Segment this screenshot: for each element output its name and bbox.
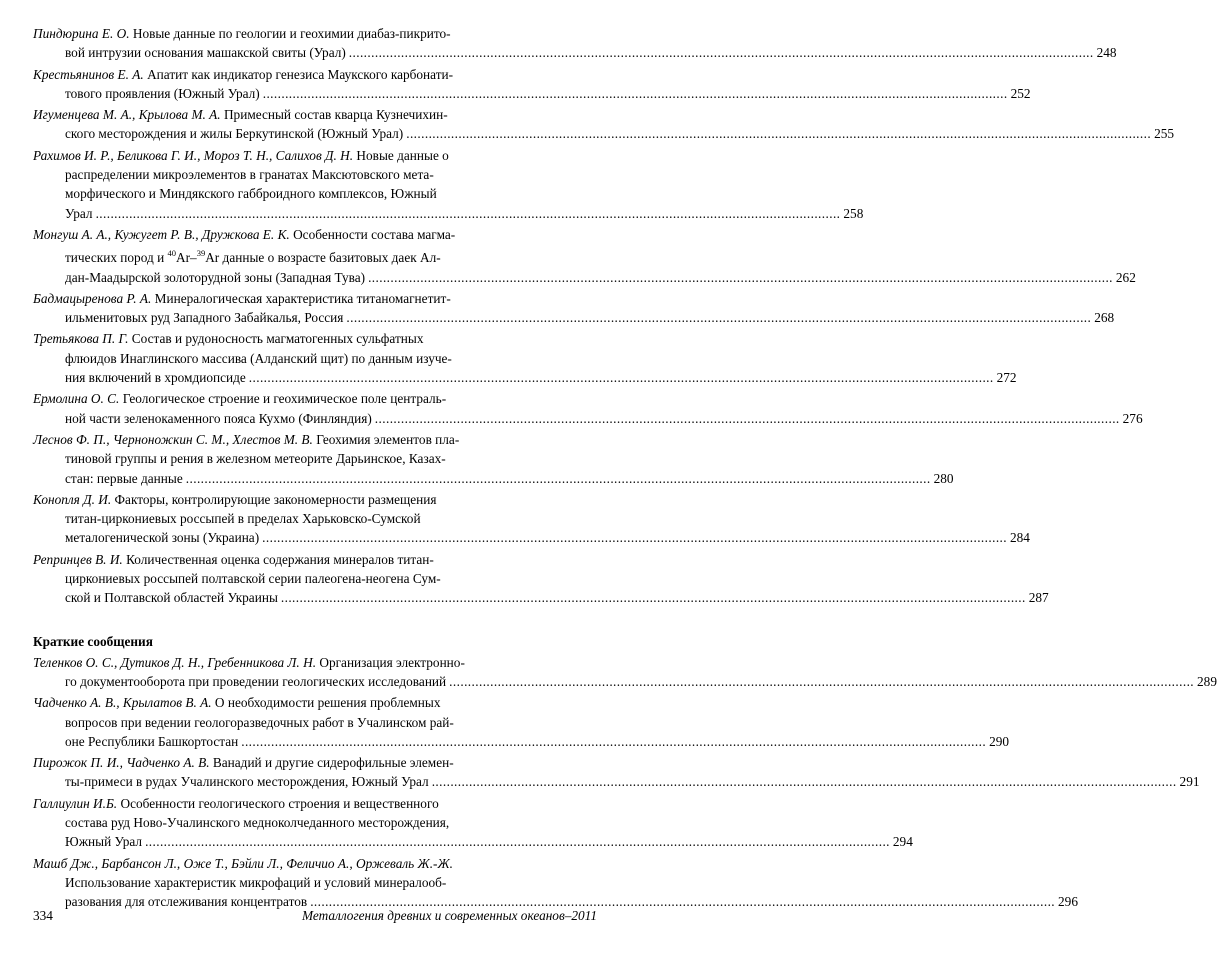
entry-title-text: Геохимия элементов пла- xyxy=(312,431,460,447)
entry-text xyxy=(33,146,449,165)
entry-title-text: го документооборота при проведении геологических исследований xyxy=(65,673,447,689)
toc-entry-line xyxy=(33,409,1143,428)
entry-text xyxy=(33,693,440,712)
entry-authors: Теленков О. С., Дутиков Д. Н., Гребенникова Л. Н. xyxy=(33,654,317,670)
entry-title-text: Новые данные о xyxy=(353,147,449,163)
toc-entry-line xyxy=(33,569,597,588)
entry-authors: Монгуш А. А., Кужугет Р. В., Дружкова Е. К. xyxy=(33,226,290,242)
entry-text xyxy=(33,24,451,43)
entry-authors: Машб Дж., Барбансон Л., Оже Т., Бэйли Л., Феличио А., Оржеваль Ж.-Ж. xyxy=(33,855,453,871)
entry-text xyxy=(65,569,441,588)
entry-text xyxy=(33,794,439,813)
page-ref: 248 xyxy=(1096,45,1117,61)
toc-entry-line xyxy=(33,430,597,449)
toc-entry xyxy=(33,65,1031,104)
entry-title-text: оне Республики Башкортостан xyxy=(65,733,239,749)
entry-authors: Репринцев В. И. xyxy=(33,551,123,567)
toc-entry xyxy=(33,854,1078,912)
toc-entry-line xyxy=(33,713,597,732)
toc-entry-line xyxy=(33,244,597,267)
entry-title-text: состава руд Ново-Учалинского медноколчеданного месторождения, xyxy=(65,814,450,830)
entry-text xyxy=(65,409,372,428)
toc-entry-line xyxy=(33,653,597,672)
entry-title-text: ты-примеси в рудах Учалинского месторождения, Южный Урал xyxy=(65,774,429,790)
entry-text xyxy=(65,124,403,143)
entry-title-text: Геологическое строение и геохимическое поле централь- xyxy=(119,391,447,407)
entry-text xyxy=(33,430,459,449)
entry-text xyxy=(33,854,453,873)
entry-text xyxy=(65,528,259,547)
dot-leader: ........................................................................................................................................................................................................ xyxy=(145,834,890,850)
entry-title-text: Апатит как индикатор генезиса Маукского карбонати- xyxy=(143,66,454,82)
toc-entry xyxy=(33,329,1017,387)
toc-entry-line xyxy=(33,368,1017,387)
entry-authors: Пирожок П. И., Чадченко А. В. xyxy=(33,755,210,771)
page-ref: 255 xyxy=(1154,126,1175,142)
entry-text xyxy=(65,449,446,468)
toc-entry-line xyxy=(33,813,597,832)
toc-entry-line xyxy=(33,753,597,772)
dot-leader: ........................................................................................................................................................................................................ xyxy=(374,410,1120,426)
toc-entry xyxy=(33,225,1136,287)
entry-text xyxy=(65,165,434,184)
toc-entry xyxy=(33,24,1117,63)
toc-entry-line xyxy=(33,389,597,408)
entry-title-text: Организация электронно- xyxy=(316,654,465,670)
entry-title-text: металогенической зоны (Украина) xyxy=(65,530,260,546)
toc-entry xyxy=(33,490,1030,548)
toc-entry xyxy=(33,289,1115,328)
entry-title-text: Примесный состав кварца Кузнечихин- xyxy=(220,107,448,123)
toc-entry-line xyxy=(33,105,597,124)
toc-entry-line xyxy=(33,832,913,851)
entry-title-text: Новые данные по геологии и геохимии диабаз-пикрито- xyxy=(129,26,451,41)
entry-text xyxy=(65,349,452,368)
table-of-contents xyxy=(33,24,1217,913)
dot-leader: ........................................................................................................................................................................................................ xyxy=(431,774,1177,790)
toc-entry-line xyxy=(33,469,954,488)
entry-text xyxy=(33,389,446,408)
entry-title-text: ильменитовых руд Западного Забайкалья, Россия xyxy=(65,310,344,326)
entry-title-text: тового проявления (Южный Урал) xyxy=(65,85,260,101)
dot-leader: ........................................................................................................................................................................................................ xyxy=(449,673,1195,689)
page-number: 334 xyxy=(33,908,53,923)
entry-authors: Ермолина О. С. xyxy=(33,391,120,407)
entry-text xyxy=(65,672,446,691)
entry-text xyxy=(65,873,446,892)
entry-title-text: Урал xyxy=(65,205,93,221)
toc-entry-line xyxy=(33,349,597,368)
dot-leader: ........................................................................................................................................................................................................ xyxy=(185,470,931,486)
toc-entry-line xyxy=(33,509,597,528)
dot-leader: ........................................................................................................................................................................................................ xyxy=(406,126,1152,142)
toc-entry xyxy=(33,105,1175,144)
page-ref: 294 xyxy=(892,834,913,850)
entry-text xyxy=(33,490,437,509)
entry-text xyxy=(65,244,441,267)
entry-text xyxy=(65,713,454,732)
page-footer xyxy=(33,908,597,924)
running-title: Металлогения древних и современных океанов–2011 xyxy=(302,908,597,923)
page-ref: 272 xyxy=(996,370,1017,386)
entry-text xyxy=(65,308,343,327)
toc-entry-line xyxy=(33,225,597,244)
toc-entry xyxy=(33,794,913,852)
entry-title-text: дан-Маадырской золоторудной зоны (Западная Тува) xyxy=(65,269,366,285)
entry-authors: Леснов Ф. П., Черноножкин С. М., Хлестов М. В. xyxy=(33,431,313,447)
toc-entry-line xyxy=(33,794,597,813)
entry-text xyxy=(65,588,278,607)
dot-leader: ........................................................................................................................................................................................................ xyxy=(95,205,841,221)
toc-entry-line xyxy=(33,490,597,509)
entry-title-text: вопросов при ведении геологоразведочных работ в Учалинском рай- xyxy=(65,714,454,730)
toc-entry xyxy=(33,430,954,488)
entry-authors: Галлиулин И.Б. xyxy=(33,795,118,811)
page-ref: 268 xyxy=(1094,310,1115,326)
entry-title-text: Минералогическая характеристика титаномагнетит- xyxy=(151,290,451,306)
entry-text xyxy=(65,84,260,103)
toc-entry-line xyxy=(33,165,597,184)
entry-title-text: титан-циркониевых россыпей в пределах Харьковско-Сумской xyxy=(65,511,421,527)
entry-title-text: ной части зеленокаменного пояса Кухмо (Финляндия) xyxy=(65,410,372,426)
entry-title-text: ния включений в хромдиопсиде xyxy=(65,370,246,386)
dot-leader: ........................................................................................................................................................................................................ xyxy=(262,85,1008,101)
entry-text xyxy=(33,329,423,348)
entry-authors: Чадченко А. В., Крылатов В. А. xyxy=(33,695,212,711)
toc-entry-line xyxy=(33,672,1217,691)
entry-title-text: разования для отслеживания концентратов xyxy=(65,894,308,910)
page-ref: 280 xyxy=(933,470,954,486)
entry-authors: Пиндюрина Е. О. xyxy=(33,26,130,41)
entry-title-text: Особенности геологического строения и вещественного xyxy=(117,795,439,811)
toc-entry-line xyxy=(33,449,597,468)
entry-text xyxy=(65,732,238,751)
entry-text xyxy=(33,105,448,124)
page-ref: 290 xyxy=(989,733,1010,749)
entry-title-text: распределении микроэлементов в гранатах Максютовского мета- xyxy=(65,167,434,183)
entry-text xyxy=(33,653,465,672)
entry-title-text: стан: первые данные xyxy=(65,470,183,486)
dot-leader: ........................................................................................................................................................................................................ xyxy=(280,590,1026,606)
entry-title-text: Состав и рудоносность магматогенных сульфатных xyxy=(128,331,424,347)
page-ref: 289 xyxy=(1197,673,1217,689)
toc-short-list xyxy=(33,653,1217,912)
entry-title-text: тиновой группы и рения в железном метеорите Дарьинское, Казах- xyxy=(65,451,446,467)
entry-text xyxy=(33,550,434,569)
isotope-superscript: 40 xyxy=(167,248,177,259)
entry-title-text: ского месторождения и жилы Беркутинской (Южный Урал) xyxy=(65,126,404,142)
entry-text xyxy=(65,368,246,387)
entry-text xyxy=(65,268,365,287)
entry-authors: Игуменцева М. А., Крылова М. А. xyxy=(33,107,221,123)
entry-text xyxy=(65,832,142,851)
toc-entry-line xyxy=(33,84,1031,103)
entry-title-text: Ar данные о возрасте базитовых даек Ал- xyxy=(205,250,441,266)
dot-leader: ........................................................................................................................................................................................................ xyxy=(310,894,1056,910)
toc-entry-line xyxy=(33,289,597,308)
entry-title-text: Количественная оценка содержания минералов титан- xyxy=(122,551,434,567)
entry-title-text: Использование характеристик микрофаций и условий минералооб- xyxy=(65,874,447,890)
entry-authors: Рахимов И. Р., Беликова Г. И., Мороз Т. Н., Салихов Д. Н. xyxy=(33,147,354,163)
page-ref: 284 xyxy=(1010,530,1030,546)
entry-title-text: флюидов Инаглинского массива (Алданский щит) по данным изуче- xyxy=(65,350,452,366)
page-ref: 276 xyxy=(1122,410,1143,426)
toc-entry-line xyxy=(33,772,1200,791)
toc-entry-line xyxy=(33,329,597,348)
dot-leader: ........................................................................................................................................................................................................ xyxy=(262,530,1007,546)
entry-text xyxy=(65,509,421,528)
entry-title-text: Ванадий и другие сидерофильные элемен- xyxy=(209,755,454,771)
entry-title-text: морфического и Миндякского габброидного комплексов, Южный xyxy=(65,186,437,202)
entry-title-text: вой интрузии основания машакской свиты (Урал) xyxy=(65,45,346,61)
entry-text xyxy=(33,289,451,308)
toc-entry-line xyxy=(33,588,1049,607)
entry-text xyxy=(65,813,449,832)
toc-entry-line xyxy=(33,268,1136,287)
entry-text xyxy=(65,204,93,223)
toc-entry-line xyxy=(33,873,597,892)
toc-entry-line xyxy=(33,528,1030,547)
entry-text xyxy=(65,469,183,488)
entry-title-text: Ar– xyxy=(176,250,197,266)
page-ref: 291 xyxy=(1179,774,1200,790)
toc-entry-line xyxy=(33,184,597,203)
toc-entry-line xyxy=(33,550,597,569)
toc-entry xyxy=(33,146,864,223)
entry-text xyxy=(65,184,437,203)
entry-text xyxy=(33,753,454,772)
toc-entry-line xyxy=(33,854,597,873)
page-ref: 296 xyxy=(1058,894,1078,910)
toc-entry-line xyxy=(33,43,1117,62)
toc-entry-line xyxy=(33,308,1115,327)
toc-entry-line xyxy=(33,24,597,43)
dot-leader: ........................................................................................................................................................................................................ xyxy=(248,370,994,386)
page-ref: 287 xyxy=(1028,590,1049,606)
isotope-superscript: 39 xyxy=(196,248,206,259)
entry-authors: Третьякова П. Г. xyxy=(33,331,129,347)
section-title: Краткие сообщения xyxy=(33,633,153,649)
entry-title-text: О необходимости решения проблемных xyxy=(211,695,441,711)
toc-entry-line xyxy=(33,124,1175,143)
dot-leader: ........................................................................................................................................................................................................ xyxy=(348,45,1094,61)
toc-entry xyxy=(33,753,1200,792)
toc-entry-line xyxy=(33,732,1010,751)
toc-main-list xyxy=(33,24,1175,608)
toc-entry xyxy=(33,389,1143,428)
toc-entry-line xyxy=(33,693,597,712)
entry-authors: Конопля Д. И. xyxy=(33,491,112,507)
entry-text xyxy=(65,43,346,62)
dot-leader: ........................................................................................................................................................................................................ xyxy=(241,733,987,749)
entry-title-text: ской и Полтавской областей Украины xyxy=(65,590,278,606)
entry-text xyxy=(65,772,429,791)
entry-text xyxy=(33,225,455,244)
toc-entry xyxy=(33,653,1217,692)
entry-text xyxy=(33,65,453,84)
toc-entry-line xyxy=(33,204,864,223)
toc-entry-line xyxy=(33,65,597,84)
entry-title-text: тических пород и xyxy=(65,250,168,266)
entry-title-text: циркониевых россыпей полтавской серии палеогена-неогена Сум- xyxy=(65,571,441,587)
entry-title-text: Факторы, контролирующие закономерности размещения xyxy=(111,491,437,507)
toc-entry xyxy=(33,550,1049,608)
page-ref: 258 xyxy=(843,205,864,221)
dot-leader: ........................................................................................................................................................................................................ xyxy=(368,269,1113,285)
toc-entry-line xyxy=(33,146,597,165)
entry-authors: Бадмацыренова Р. А. xyxy=(33,290,152,306)
page-ref: 252 xyxy=(1010,85,1031,101)
page-ref: 262 xyxy=(1115,269,1136,285)
toc-entry xyxy=(33,693,1010,751)
entry-title-text: Особенности состава магма- xyxy=(289,226,456,242)
entry-title-text: Южный Урал xyxy=(65,834,143,850)
entry-authors: Крестьянинов Е. А. xyxy=(33,66,144,82)
dot-leader: ........................................................................................................................................................................................................ xyxy=(346,310,1092,326)
